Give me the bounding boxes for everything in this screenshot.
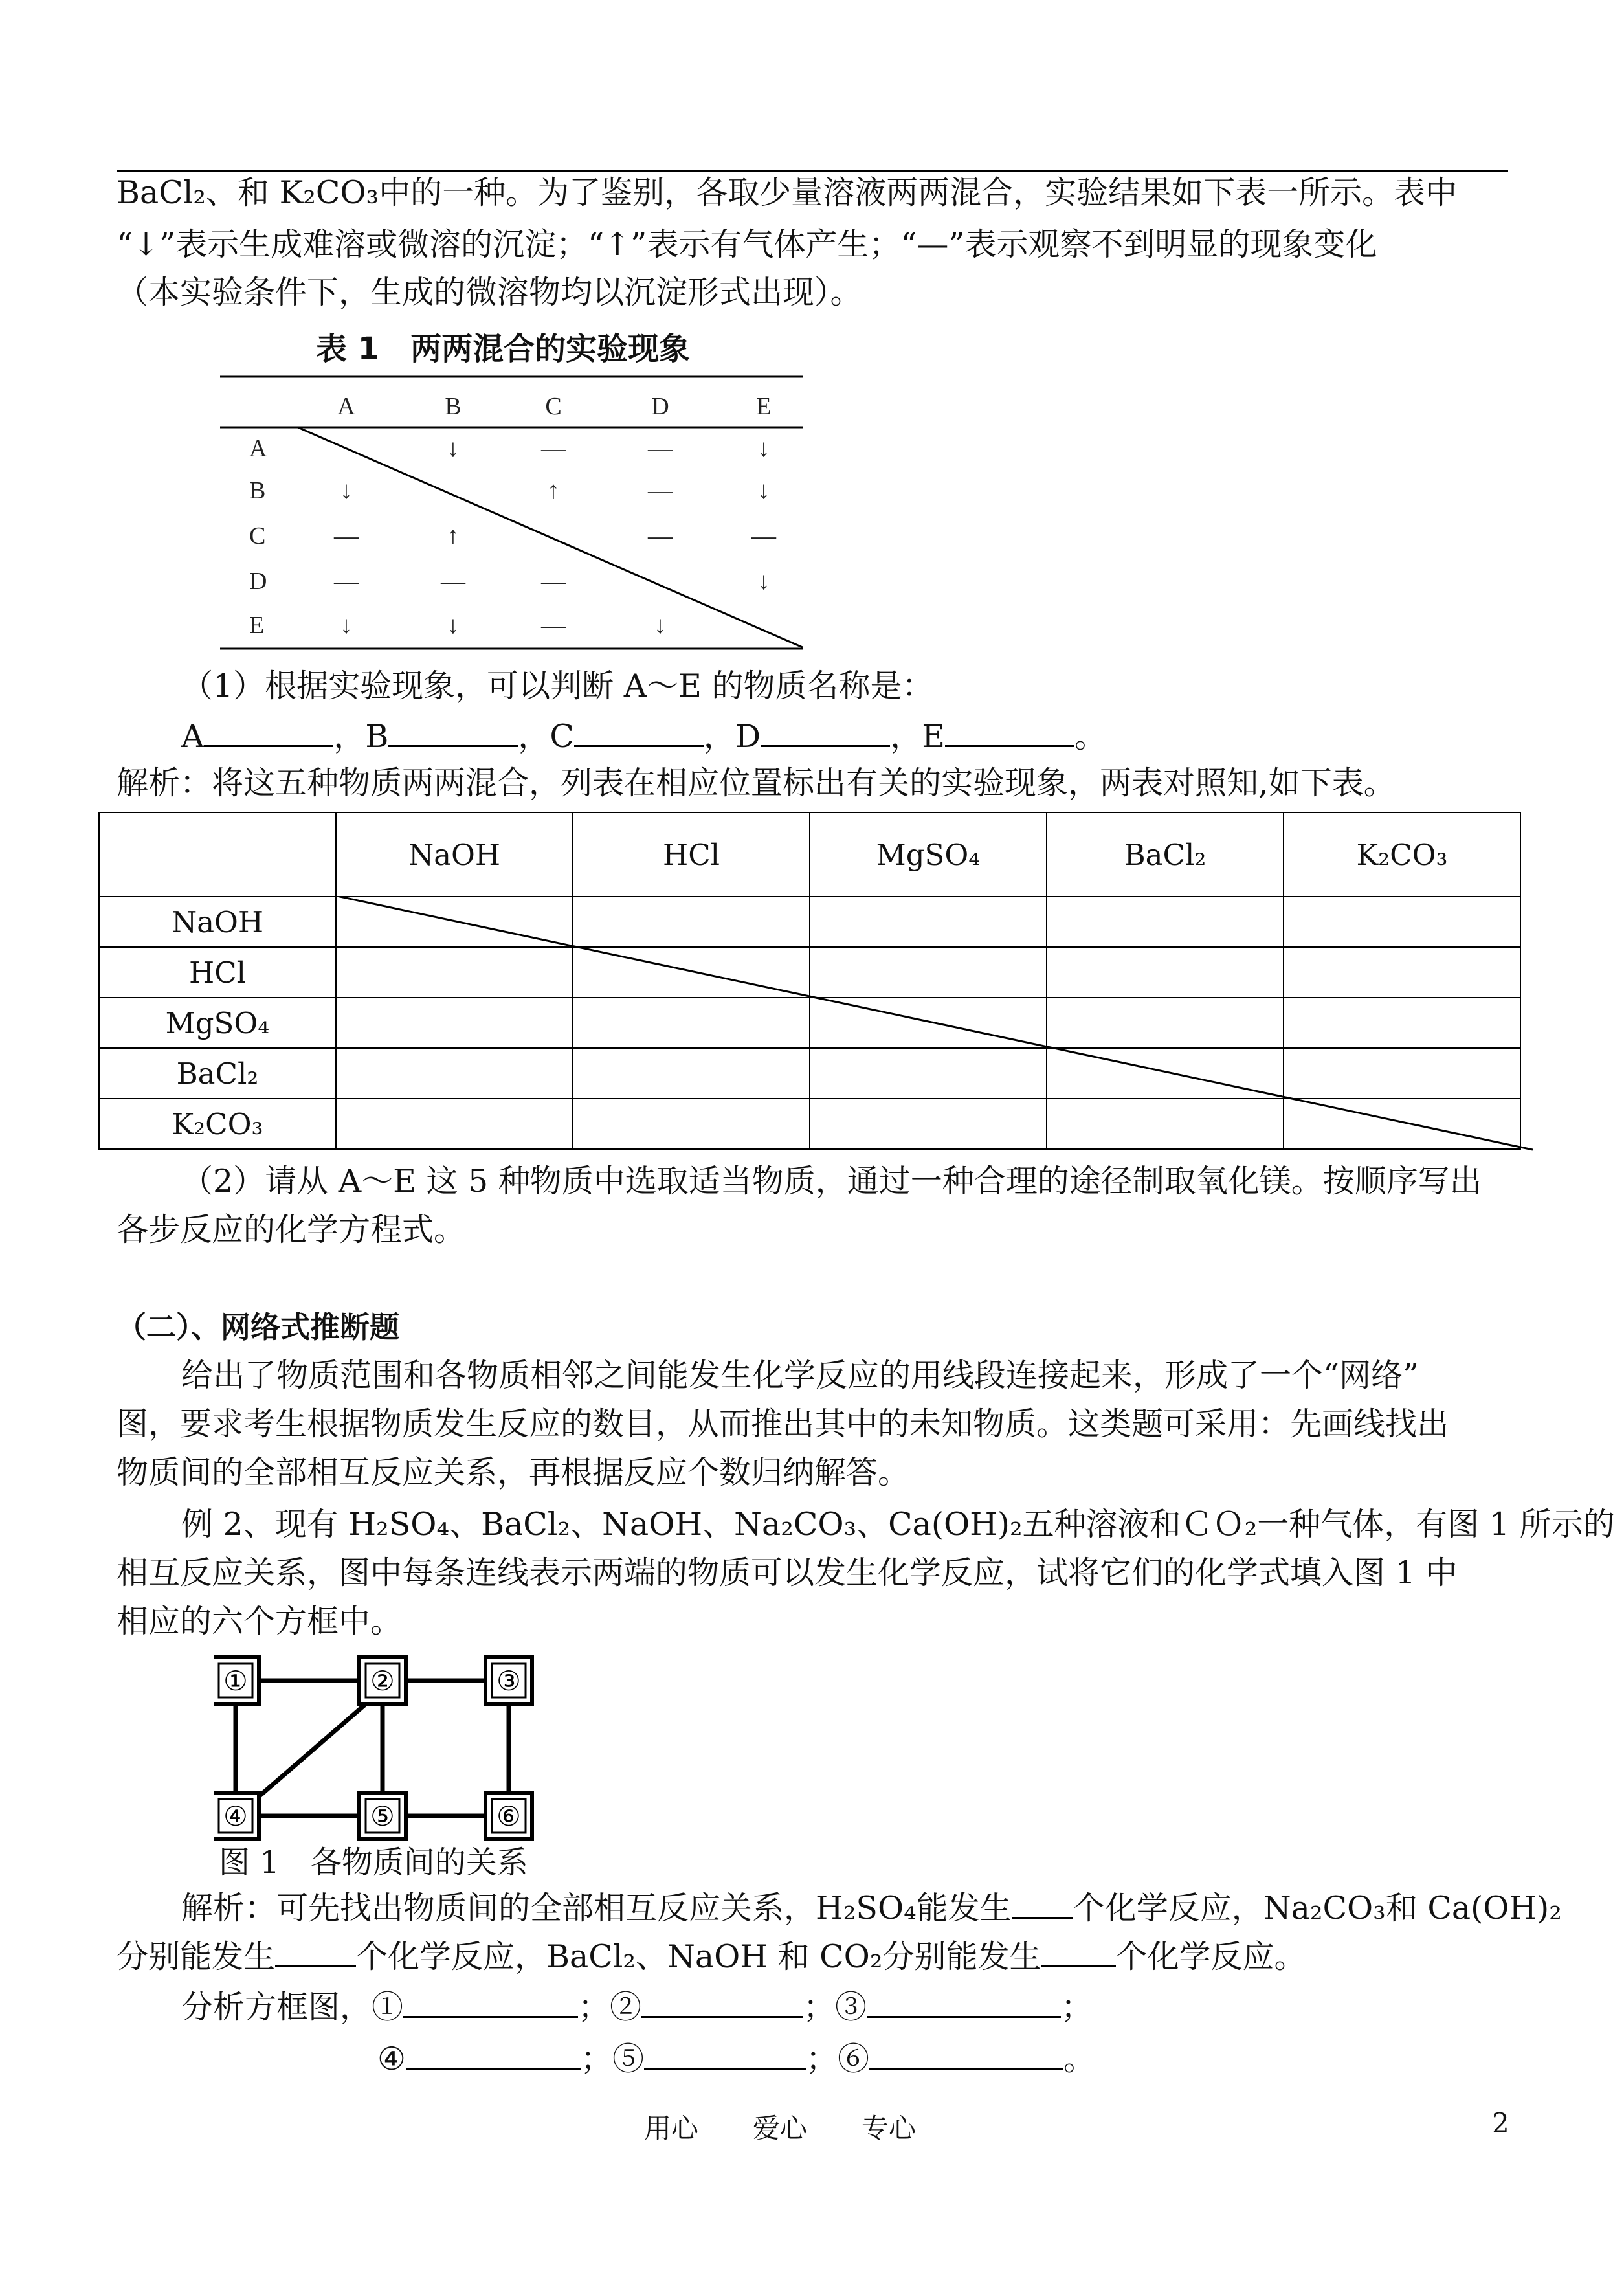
intro-line-1: BaCl₂、和 K₂CO₃中的一种。为了鉴别，各取少量溶液两两混合，实验结果如下表一所示。表中 bbox=[117, 174, 1458, 211]
answer-label-3: ；③ bbox=[803, 1989, 867, 2026]
table1-cell: — bbox=[541, 435, 566, 462]
example-line-3: 相应的六个方框中。 bbox=[117, 1603, 403, 1640]
answer-blank-b[interactable] bbox=[388, 715, 518, 747]
answer-blank-h2so4[interactable] bbox=[1012, 1887, 1073, 1919]
table1-cell: ↓ bbox=[654, 612, 667, 639]
header-rule bbox=[117, 170, 1508, 172]
col-header-k2co3: K₂CO₃ bbox=[1284, 812, 1520, 897]
col-header-naoh: NaOH bbox=[336, 812, 573, 897]
table1-cell: — bbox=[541, 612, 566, 639]
table1-cell: ↓ bbox=[340, 477, 353, 504]
answer-blank-bacl2[interactable] bbox=[1041, 1936, 1116, 1967]
row-header-bacl2: BaCl₂ bbox=[99, 1048, 336, 1099]
answer-blank-e[interactable] bbox=[945, 715, 1074, 747]
answer-sep: ； bbox=[1061, 1989, 1093, 2026]
table1-cell: — bbox=[648, 522, 673, 550]
network-diagram bbox=[214, 1651, 576, 1845]
intro-line-3: （本实验条件下，生成的微溶物均以沉淀形式出现）。 bbox=[117, 274, 862, 311]
analysis-1: 解析：将这五种物质两两混合，列表在相应位置标出有关的实验现象，两表对照知,如下表。 bbox=[117, 765, 1396, 801]
table1-cell: — bbox=[751, 522, 776, 550]
table1-cell: ↓ bbox=[447, 612, 460, 639]
table1-cell: — bbox=[648, 435, 673, 462]
table1-cell: ↑ bbox=[447, 522, 460, 550]
analysis-2-text-d: 个化学反应，BaCl₂、NaOH 和 CO₂分别能发生 bbox=[356, 1938, 1041, 1975]
table1-col-header: A bbox=[337, 393, 355, 420]
section-p3: 物质间的全部相互反应关系，再根据反应个数归纳解答。 bbox=[117, 1454, 910, 1491]
answer-blank-1[interactable] bbox=[403, 1986, 578, 2018]
table1-cell: — bbox=[334, 568, 359, 595]
answer-blank-na2co3[interactable] bbox=[275, 1936, 356, 1967]
table1-cell: ↓ bbox=[757, 568, 770, 595]
answer-label-2: ；② bbox=[578, 1989, 642, 2026]
table1-col-header: B bbox=[445, 393, 462, 420]
table1-cell: ↓ bbox=[447, 435, 460, 462]
table1-cell: — bbox=[541, 568, 566, 595]
section-p2: 图，要求考生根据物质发生反应的数目，从而推出其中的未知物质。这类题可采用：先画线找出 bbox=[117, 1405, 1449, 1442]
table1-row-header: A bbox=[249, 435, 267, 462]
q1-text: （1）根据实验现象，可以判断 A～E 的物质名称是： bbox=[181, 667, 934, 704]
table1-row-header: B bbox=[249, 477, 266, 504]
analysis-2-text-c: 分别能发生 bbox=[117, 1938, 276, 1975]
table1-cell: — bbox=[648, 477, 673, 504]
answers-line-1 bbox=[181, 1986, 1573, 2027]
row-header-mgso4: MgSO₄ bbox=[99, 998, 336, 1048]
answer-blank-d[interactable] bbox=[761, 715, 890, 747]
example-line-2: 相互反应关系，图中每条连线表示两端的物质可以发生化学反应，试将它们的化学式填入图 1 中 bbox=[117, 1554, 1458, 1591]
answer-label-6: ；⑥ bbox=[805, 2041, 869, 2077]
figure-caption: 图 1 各物质间的关系 bbox=[219, 1844, 528, 1881]
corner-cell bbox=[99, 812, 336, 897]
table1-cell: — bbox=[441, 568, 465, 595]
table1-figure bbox=[220, 369, 816, 654]
table1-col-header: D bbox=[651, 393, 669, 420]
row-header-naoh: NaOH bbox=[99, 897, 336, 947]
answer-blank-a[interactable] bbox=[204, 715, 333, 747]
q2-line-2: 各步反应的化学方程式。 bbox=[117, 1211, 466, 1248]
q2-line-1: （2）请从 A～E 这 5 种物质中选取适当物质，通过一种合理的途径制取氧化镁。按顺序写出 bbox=[181, 1163, 1482, 1200]
table1-cell: ↑ bbox=[547, 477, 560, 504]
example-line-1: 例 2、现有 H₂SO₄、BaCl₂、NaOH、Na₂CO₃、Ca(OH)₂五种溶液和ＣＯ₂一种气体，有图 1 所示的 bbox=[181, 1506, 1615, 1543]
col-header-bacl2: BaCl₂ bbox=[1047, 812, 1284, 897]
answer-blank-6[interactable] bbox=[869, 2038, 1063, 2070]
page-number: 2 bbox=[1492, 2107, 1509, 2139]
analysis-2-text-a: 解析：可先找出物质间的全部相互反应关系，H₂SO₄能发生 bbox=[181, 1890, 1012, 1927]
q1-label-d: ，D bbox=[703, 718, 761, 755]
table1-title: 表 1 两两混合的实验现象 bbox=[316, 331, 691, 367]
network-node-label: ③ bbox=[496, 1665, 521, 1697]
q1-label-a: A bbox=[181, 718, 205, 755]
q1-label-e: ，E bbox=[890, 718, 945, 755]
table-diagonal bbox=[337, 896, 1541, 1155]
network-node-label: ① bbox=[223, 1665, 248, 1697]
answer-end: 。 bbox=[1063, 2041, 1095, 2077]
answer-label-1: ① bbox=[372, 1989, 404, 2026]
col-header-hcl: HCl bbox=[573, 812, 810, 897]
table1-cell: — bbox=[334, 522, 359, 550]
q1-end: 。 bbox=[1074, 718, 1106, 755]
q1-label-b: ，B bbox=[333, 718, 389, 755]
table1-cell: ↓ bbox=[757, 435, 770, 462]
answer-blank-5[interactable] bbox=[644, 2038, 806, 2070]
intro-line-2: “↓”表示生成难溶或微溶的沉淀；“↑”表示有气体产生；“—”表示观察不到明显的现象变化 bbox=[117, 226, 1377, 263]
table1-col-header: C bbox=[545, 393, 562, 420]
answer-label-4: ④ bbox=[377, 2041, 406, 2077]
table1-cell: ↓ bbox=[757, 477, 770, 504]
table1-row-header: E bbox=[249, 612, 265, 639]
network-node-label: ④ bbox=[223, 1800, 248, 1832]
table1-row-header: D bbox=[249, 568, 267, 595]
q1-answers bbox=[181, 715, 1573, 756]
analysis-2-line-2 bbox=[117, 1936, 1508, 1976]
table1-cell: ↓ bbox=[340, 612, 353, 639]
answers-lead: 分析方框图， bbox=[181, 1989, 372, 2026]
answer-blank-c[interactable] bbox=[574, 715, 704, 747]
answer-blank-2[interactable] bbox=[641, 1986, 803, 2018]
answers-line-2 bbox=[377, 2038, 1624, 2079]
table1-col-header: E bbox=[756, 393, 772, 420]
answer-label-5: ；⑤ bbox=[580, 2041, 644, 2077]
answer-blank-4[interactable] bbox=[406, 2038, 581, 2070]
footer-slogan: 用心 爱心 专心 bbox=[644, 2112, 917, 2144]
network-node-label: ⑤ bbox=[370, 1800, 395, 1832]
q1-label-c: ，C bbox=[518, 718, 574, 755]
row-header-hcl: HCl bbox=[99, 947, 336, 998]
row-header-k2co3: K₂CO₃ bbox=[99, 1099, 336, 1149]
col-header-mgso4: MgSO₄ bbox=[810, 812, 1047, 897]
network-node-label: ⑥ bbox=[496, 1800, 521, 1832]
analysis-2-text-b: 个化学反应，Na₂CO₃和 Ca(OH)₂ bbox=[1073, 1890, 1562, 1927]
section-p1: 给出了物质范围和各物质相邻之间能发生化学反应的用线段连接起来，形成了一个“网络” bbox=[181, 1357, 1419, 1394]
analysis-2-line-1 bbox=[181, 1887, 1573, 1928]
network-node-label: ② bbox=[370, 1665, 395, 1697]
answer-blank-3[interactable] bbox=[867, 1986, 1061, 2018]
section-heading: （二）、网络式推断题 bbox=[117, 1310, 399, 1345]
analysis-2-text-e: 个化学反应。 bbox=[1115, 1938, 1306, 1975]
table1-row-header: C bbox=[249, 522, 266, 550]
